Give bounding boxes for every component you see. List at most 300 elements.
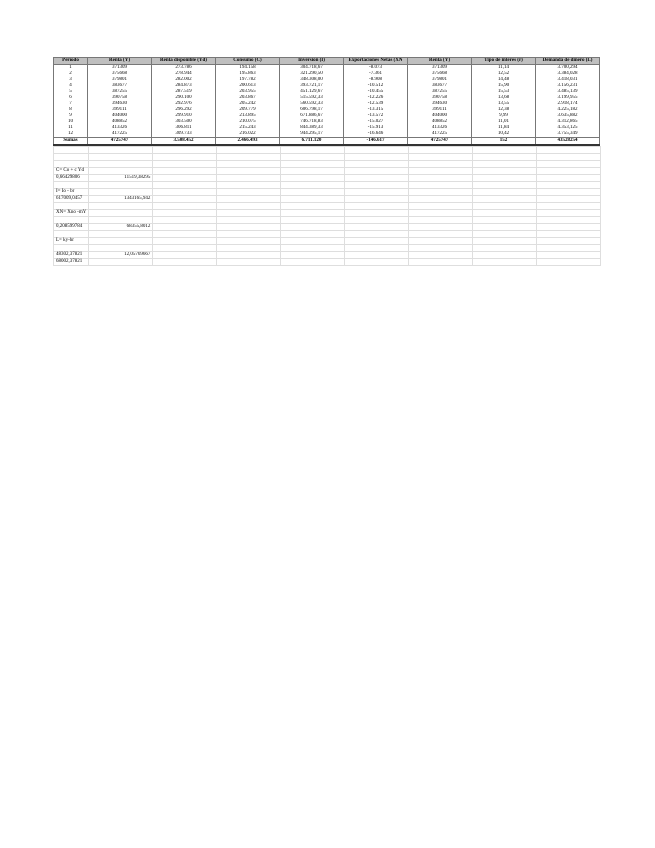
table-cell[interactable]: 278.944 <box>152 71 216 77</box>
sum-cell[interactable]: 6.711.120 <box>280 138 344 146</box>
sheet-cell[interactable] <box>153 154 217 161</box>
notes-row <box>54 189 601 196</box>
sums-row <box>54 138 600 146</box>
table-cell[interactable]: -7.361 <box>344 71 408 77</box>
sheet-cell[interactable] <box>217 245 281 252</box>
sheet-cell[interactable] <box>409 231 473 238</box>
sheet-cell[interactable] <box>345 189 409 196</box>
sheet-cell[interactable] <box>473 224 537 231</box>
blank-row <box>54 147 601 154</box>
table-cell[interactable]: 12,52 <box>472 71 536 77</box>
sheet-cell[interactable] <box>409 210 473 217</box>
sheet-cell[interactable] <box>473 210 537 217</box>
table-cell[interactable]: 394630 <box>408 101 472 107</box>
table-cell[interactable]: 375668 <box>408 71 472 77</box>
table-cell[interactable]: 3.384,028 <box>536 71 600 77</box>
sheet-cell[interactable] <box>89 154 153 161</box>
table-cell[interactable]: 210.075 <box>216 119 280 125</box>
notes-row <box>54 210 601 217</box>
table-cell[interactable]: 3.485,139 <box>536 89 600 95</box>
table-cell[interactable]: -16.646 <box>344 131 408 138</box>
sheet-cell[interactable] <box>537 238 601 245</box>
data-table <box>53 57 600 146</box>
notes-table <box>53 146 601 266</box>
table-cell[interactable]: 4 <box>54 83 88 89</box>
notes-row <box>54 168 601 175</box>
sheet-cell[interactable] <box>537 182 601 189</box>
table-cell[interactable]: -8.908 <box>344 77 408 83</box>
table-cell[interactable]: 387255 <box>408 89 472 95</box>
table-cell[interactable]: 10 <box>54 119 88 125</box>
sheet-cell[interactable] <box>89 203 153 210</box>
sheet-cell[interactable] <box>473 175 537 182</box>
table-cell[interactable]: -15.027 <box>344 119 408 125</box>
sheet-cell[interactable] <box>345 168 409 175</box>
table-cell[interactable]: 11,84 <box>472 125 536 131</box>
table-cell[interactable]: 413326 <box>408 125 472 131</box>
table-cell[interactable]: 215.243 <box>216 125 280 131</box>
sheet-cell[interactable] <box>345 154 409 161</box>
table-cell[interactable]: 348.308,00 <box>280 77 344 83</box>
note-cell[interactable]: L= ky-hr <box>54 238 89 245</box>
blank-row <box>54 161 601 168</box>
table-cell[interactable]: 3.199,955 <box>536 95 600 101</box>
sheet-cell[interactable] <box>281 175 345 182</box>
sheet-cell[interactable] <box>217 196 281 203</box>
table-cell[interactable]: -10.512 <box>344 83 408 89</box>
sheet-cell[interactable] <box>54 217 89 224</box>
table-cell[interactable]: 515.592,33 <box>280 95 344 101</box>
sheet-cell[interactable] <box>281 182 345 189</box>
sheet-cell[interactable] <box>473 217 537 224</box>
table-cell[interactable]: 10,42 <box>472 131 536 138</box>
table-cell[interactable]: 203.955 <box>216 89 280 95</box>
sheet-cell[interactable] <box>54 154 89 161</box>
column-header[interactable]: Renta disponible (Yd) <box>152 58 216 65</box>
column-header[interactable]: Renta (Y) <box>88 58 152 65</box>
sheet-cell[interactable] <box>281 210 345 217</box>
table-cell[interactable]: 3 <box>54 77 88 83</box>
table-cell[interactable]: 15,90 <box>472 83 536 89</box>
sheet-cell[interactable] <box>345 182 409 189</box>
sheet-cell[interactable] <box>54 203 89 210</box>
sheet-cell[interactable] <box>89 161 153 168</box>
table-cell[interactable]: 383677 <box>408 83 472 89</box>
sum-cell[interactable]: 43528254 <box>536 138 600 146</box>
table-cell[interactable]: 3.755,349 <box>536 131 600 138</box>
sheet-cell[interactable] <box>153 196 217 203</box>
sheet-cell[interactable] <box>54 161 89 168</box>
sheet-cell[interactable] <box>345 175 409 182</box>
sheet-cell[interactable] <box>153 210 217 217</box>
notes-row <box>54 196 601 203</box>
sheet-cell[interactable] <box>537 175 601 182</box>
sheet-cell[interactable] <box>409 189 473 196</box>
column-header[interactable]: Período <box>54 58 88 65</box>
sheet-cell[interactable] <box>409 252 473 259</box>
sheet-cell[interactable] <box>537 210 601 217</box>
sheet-cell[interactable] <box>54 147 89 154</box>
sheet-cell[interactable] <box>89 210 153 217</box>
sheet-cell[interactable] <box>281 168 345 175</box>
sheet-cell[interactable] <box>281 245 345 252</box>
table-cell[interactable]: 408852 <box>88 119 152 125</box>
sheet-cell[interactable] <box>89 168 153 175</box>
sheet-cell[interactable] <box>89 147 153 154</box>
column-header[interactable]: Renta (Y) <box>408 58 472 65</box>
sheet-cell[interactable] <box>281 196 345 203</box>
table-cell[interactable]: 671.886,67 <box>280 113 344 119</box>
sum-cell[interactable]: 4725747 <box>408 138 472 146</box>
sheet-cell[interactable] <box>281 217 345 224</box>
sheet-cell[interactable] <box>409 182 473 189</box>
table-cell[interactable]: 205.242 <box>216 101 280 107</box>
sheet-cell[interactable] <box>281 154 345 161</box>
table-cell[interactable]: 393.721,17 <box>280 83 344 89</box>
sheet-cell[interactable] <box>281 189 345 196</box>
sheet-cell[interactable] <box>153 203 217 210</box>
notes-row <box>54 252 601 259</box>
note-value-cell[interactable]: 68355,8012 <box>89 224 153 231</box>
sheet-cell[interactable] <box>473 231 537 238</box>
table-cell[interactable]: 13,68 <box>472 95 536 101</box>
sheet-cell[interactable] <box>217 252 281 259</box>
sheet-cell[interactable] <box>409 238 473 245</box>
table-cell[interactable]: 399111 <box>408 107 472 113</box>
sheet-cell[interactable] <box>153 189 217 196</box>
table-cell[interactable]: 404000 <box>88 113 152 119</box>
table-cell[interactable]: 2.918,174 <box>536 101 600 107</box>
table-cell[interactable]: -10.455 <box>344 89 408 95</box>
table-cell[interactable]: 304.718,67 <box>280 65 344 72</box>
table-cell[interactable]: 209.779 <box>216 107 280 113</box>
blank-row <box>54 154 601 161</box>
table-cell[interactable]: 399111 <box>88 107 152 113</box>
note-cell[interactable]: 68002,37821 <box>54 259 89 266</box>
notes-row <box>54 224 601 231</box>
note-cell[interactable]: 48302,37821 <box>54 252 89 259</box>
sheet-cell[interactable] <box>473 238 537 245</box>
table-cell[interactable]: 3.418,031 <box>536 77 600 83</box>
sheet-cell[interactable] <box>537 196 601 203</box>
table-cell[interactable]: 1 <box>54 65 88 72</box>
notes-row <box>54 238 601 245</box>
note-cell[interactable]: I= Io - br <box>54 189 89 196</box>
spreadsheet <box>53 57 601 266</box>
note-value-cell[interactable]: 1343165,942 <box>89 196 153 203</box>
header-row <box>54 58 600 65</box>
table-cell[interactable]: 375668 <box>88 71 152 77</box>
table-cell[interactable]: 3.156,231 <box>536 83 600 89</box>
sheet-cell[interactable] <box>54 245 89 252</box>
table-cell[interactable]: 413326 <box>88 125 152 131</box>
table-cell[interactable]: 309.733 <box>152 131 216 138</box>
sheet-cell[interactable] <box>409 217 473 224</box>
table-cell[interactable]: -8.073 <box>344 65 408 72</box>
table-cell[interactable]: 306.811 <box>152 125 216 131</box>
sheet-cell[interactable] <box>281 147 345 154</box>
sheet-cell[interactable] <box>345 252 409 259</box>
sheet-cell[interactable] <box>281 259 345 266</box>
sheet-cell[interactable] <box>281 224 345 231</box>
sums-label[interactable]: Sumas <box>54 138 88 146</box>
table-cell[interactable]: 383677 <box>88 83 152 89</box>
table-cell[interactable]: 4.353,125 <box>536 125 600 131</box>
sheet-cell[interactable] <box>217 168 281 175</box>
sheet-cell[interactable] <box>537 147 601 154</box>
table-cell[interactable]: 944.295,17 <box>280 131 344 138</box>
sheet-cell[interactable] <box>217 182 281 189</box>
sheet-cell[interactable] <box>345 203 409 210</box>
sheet-cell[interactable] <box>537 259 601 266</box>
sheet-cell[interactable] <box>281 203 345 210</box>
sheet-cell[interactable] <box>409 203 473 210</box>
sum-cell[interactable]: 2.466.493 <box>216 138 280 146</box>
sheet-cell[interactable] <box>89 238 153 245</box>
sheet-cell[interactable] <box>473 203 537 210</box>
table-cell[interactable]: 296.292 <box>152 107 216 113</box>
table-cell[interactable]: 8 <box>54 107 88 113</box>
table-cell[interactable]: 6 <box>54 95 88 101</box>
sheet-cell[interactable] <box>153 217 217 224</box>
sheet-cell[interactable] <box>153 147 217 154</box>
table-cell[interactable]: 287.519 <box>152 89 216 95</box>
sheet-cell[interactable] <box>345 224 409 231</box>
sheet-cell[interactable] <box>153 238 217 245</box>
note-value-cell[interactable]: 11519,38295 <box>89 175 153 182</box>
table-cell[interactable]: 390758 <box>88 95 152 101</box>
column-header[interactable]: Consumo (C) <box>216 58 280 65</box>
table-cell[interactable]: 387255 <box>88 89 152 95</box>
table-cell[interactable]: 7 <box>54 101 88 107</box>
sheet-cell[interactable] <box>473 252 537 259</box>
sheet-cell[interactable] <box>153 245 217 252</box>
table-cell[interactable]: 394630 <box>88 101 152 107</box>
note-cell[interactable]: 0,208599784 <box>54 224 89 231</box>
table-cell[interactable]: 282.002 <box>152 77 216 83</box>
sheet-cell[interactable] <box>409 196 473 203</box>
table-cell[interactable]: 12 <box>54 131 88 138</box>
sheet-cell[interactable] <box>537 168 601 175</box>
table-cell[interactable]: 404000 <box>408 113 472 119</box>
sheet-cell[interactable] <box>537 224 601 231</box>
table-cell[interactable]: 284.873 <box>152 83 216 89</box>
sheet-cell[interactable] <box>217 238 281 245</box>
table-cell[interactable]: 746.718,83 <box>280 119 344 125</box>
sheet-cell[interactable] <box>54 231 89 238</box>
sheet-cell[interactable] <box>217 259 281 266</box>
sheet-cell[interactable] <box>473 147 537 154</box>
sheet-cell[interactable] <box>345 231 409 238</box>
sheet-cell[interactable] <box>153 161 217 168</box>
sum-cell[interactable]: 4725747 <box>88 138 152 146</box>
note-value-cell[interactable]: 12,05769667 <box>89 252 153 259</box>
sheet-cell[interactable] <box>537 154 601 161</box>
table-cell[interactable]: 3.635,882 <box>536 113 600 119</box>
sheet-cell[interactable] <box>281 238 345 245</box>
notes-row <box>54 259 601 266</box>
table-cell[interactable]: 9,99 <box>472 113 536 119</box>
sheet-cell[interactable] <box>89 182 153 189</box>
table-cell[interactable]: 299.910 <box>152 113 216 119</box>
sheet-cell[interactable] <box>409 259 473 266</box>
blank-row <box>54 217 601 224</box>
sheet-cell[interactable] <box>345 238 409 245</box>
sheet-cell[interactable] <box>473 161 537 168</box>
sheet-cell[interactable] <box>537 203 601 210</box>
blank-row <box>54 245 601 252</box>
sheet-cell[interactable] <box>409 224 473 231</box>
sheet-cell[interactable] <box>153 259 217 266</box>
table-cell[interactable]: 5 <box>54 89 88 95</box>
table-cell[interactable]: 844.389,33 <box>280 125 344 131</box>
table-cell[interactable]: 273.786 <box>152 65 216 72</box>
table-cell[interactable]: 292.976 <box>152 101 216 107</box>
table-cell[interactable]: 14,48 <box>472 77 536 83</box>
table-cell[interactable]: 15,53 <box>472 89 536 95</box>
sheet-cell[interactable] <box>153 175 217 182</box>
table-cell[interactable]: 303.500 <box>152 119 216 125</box>
table-cell[interactable]: -13.572 <box>344 113 408 119</box>
sheet-cell[interactable] <box>537 231 601 238</box>
table-cell[interactable]: 195.863 <box>216 71 280 77</box>
table-cell[interactable]: 371309 <box>408 65 472 72</box>
sum-cell[interactable]: 3.508.452 <box>152 138 216 146</box>
sheet-cell[interactable] <box>89 217 153 224</box>
sheet-cell[interactable] <box>89 259 153 266</box>
sheet-cell[interactable] <box>217 203 281 210</box>
sheet-cell[interactable] <box>409 154 473 161</box>
table-cell[interactable]: -12.226 <box>344 95 408 101</box>
sheet-cell[interactable] <box>345 210 409 217</box>
sheet-cell[interactable] <box>153 182 217 189</box>
table-cell[interactable]: 9 <box>54 113 88 119</box>
table-cell[interactable]: 451.129,67 <box>280 89 344 95</box>
note-cell[interactable]: XN= Xno -mY <box>54 210 89 217</box>
sheet-cell[interactable] <box>153 168 217 175</box>
table-cell[interactable]: 13,55 <box>472 101 536 107</box>
sheet-cell[interactable] <box>153 231 217 238</box>
table-cell[interactable]: 606.798,17 <box>280 107 344 113</box>
table-cell[interactable]: 2 <box>54 71 88 77</box>
table-cell[interactable]: 390758 <box>408 95 472 101</box>
table-cell[interactable]: 3.700,294 <box>536 65 600 72</box>
sheet-cell[interactable] <box>409 147 473 154</box>
sheet-cell[interactable] <box>281 231 345 238</box>
table-cell[interactable]: -12.539 <box>344 101 408 107</box>
table-cell[interactable]: 560.592,33 <box>280 101 344 107</box>
table-cell[interactable]: 4.312,865 <box>536 119 600 125</box>
sheet-cell[interactable] <box>473 189 537 196</box>
sheet-cell[interactable] <box>345 259 409 266</box>
sheet-cell[interactable] <box>345 245 409 252</box>
table-cell[interactable]: 11,01 <box>472 119 536 125</box>
sheet-cell[interactable] <box>217 161 281 168</box>
sheet-cell[interactable] <box>345 196 409 203</box>
note-cell[interactable]: 617009,0457 <box>54 196 89 203</box>
sheet-cell[interactable] <box>409 245 473 252</box>
table-cell[interactable]: 379801 <box>88 77 152 83</box>
table-cell[interactable]: 371309 <box>88 65 152 72</box>
column-header[interactable]: Tipo de interés (r) <box>472 58 536 65</box>
table-cell[interactable]: -13.315 <box>344 107 408 113</box>
sheet-cell[interactable] <box>473 182 537 189</box>
sheet-cell[interactable] <box>473 259 537 266</box>
blank-row <box>54 203 601 210</box>
table-cell[interactable]: 213.895 <box>216 113 280 119</box>
sheet-cell[interactable] <box>537 217 601 224</box>
sheet-cell[interactable] <box>473 196 537 203</box>
sheet-cell[interactable] <box>54 182 89 189</box>
sum-cell[interactable]: -146.617 <box>344 138 408 146</box>
blank-row <box>54 231 601 238</box>
table-cell[interactable]: 321.290,50 <box>280 71 344 77</box>
sheet-cell[interactable] <box>537 245 601 252</box>
sheet-cell[interactable] <box>217 231 281 238</box>
table-cell[interactable]: 11,14 <box>472 65 536 72</box>
table-cell[interactable]: 4.225,182 <box>536 107 600 113</box>
table-cell[interactable]: 200.613 <box>216 83 280 89</box>
sheet-cell[interactable] <box>537 161 601 168</box>
sheet-cell[interactable] <box>217 147 281 154</box>
column-header[interactable]: Demanda de dinero (L) <box>536 58 600 65</box>
sheet-cell[interactable] <box>473 245 537 252</box>
sheet-cell[interactable] <box>281 161 345 168</box>
sheet-cell[interactable] <box>409 175 473 182</box>
note-cell[interactable]: 0,66429806 <box>54 175 89 182</box>
sheet-cell[interactable] <box>217 175 281 182</box>
blank-row <box>54 182 601 189</box>
sheet-cell[interactable] <box>473 168 537 175</box>
sheet-cell[interactable] <box>217 224 281 231</box>
sheet-cell[interactable] <box>217 189 281 196</box>
table-cell[interactable]: 290.100 <box>152 95 216 101</box>
table-cell[interactable]: -15.913 <box>344 125 408 131</box>
sheet-cell[interactable] <box>345 147 409 154</box>
column-header[interactable]: Exportaciones Netas (XN <box>344 58 408 65</box>
sheet-cell[interactable] <box>281 252 345 259</box>
table-cell[interactable]: 11 <box>54 125 88 131</box>
table-cell[interactable]: 216.022 <box>216 131 280 138</box>
sheet-cell[interactable] <box>89 189 153 196</box>
sheet-cell[interactable] <box>153 224 217 231</box>
table-cell[interactable]: 197.782 <box>216 77 280 83</box>
sheet-cell[interactable] <box>217 210 281 217</box>
table-cell[interactable]: 194.158 <box>216 65 280 72</box>
sheet-cell[interactable] <box>89 245 153 252</box>
sheet-cell[interactable] <box>89 231 153 238</box>
table-cell[interactable]: 203.867 <box>216 95 280 101</box>
sum-cell[interactable]: 152 <box>472 138 536 146</box>
sheet-cell[interactable] <box>537 252 601 259</box>
sheet-cell[interactable] <box>217 154 281 161</box>
sheet-cell[interactable] <box>409 168 473 175</box>
column-header[interactable]: Inversión (I) <box>280 58 344 65</box>
table-cell[interactable]: 417225 <box>408 131 472 138</box>
sheet-cell[interactable] <box>217 217 281 224</box>
table-cell[interactable]: 408852 <box>408 119 472 125</box>
table-cell[interactable]: 417225 <box>88 131 152 138</box>
sheet-cell[interactable] <box>345 161 409 168</box>
sheet-cell[interactable] <box>473 154 537 161</box>
sheet-cell[interactable] <box>537 189 601 196</box>
sheet-cell[interactable] <box>153 252 217 259</box>
sheet-cell[interactable] <box>409 161 473 168</box>
sheet-cell[interactable] <box>345 217 409 224</box>
table-cell[interactable]: 12,38 <box>472 107 536 113</box>
table-cell[interactable]: 379801 <box>408 77 472 83</box>
note-cell[interactable]: C= Co + c Yd <box>54 168 89 175</box>
